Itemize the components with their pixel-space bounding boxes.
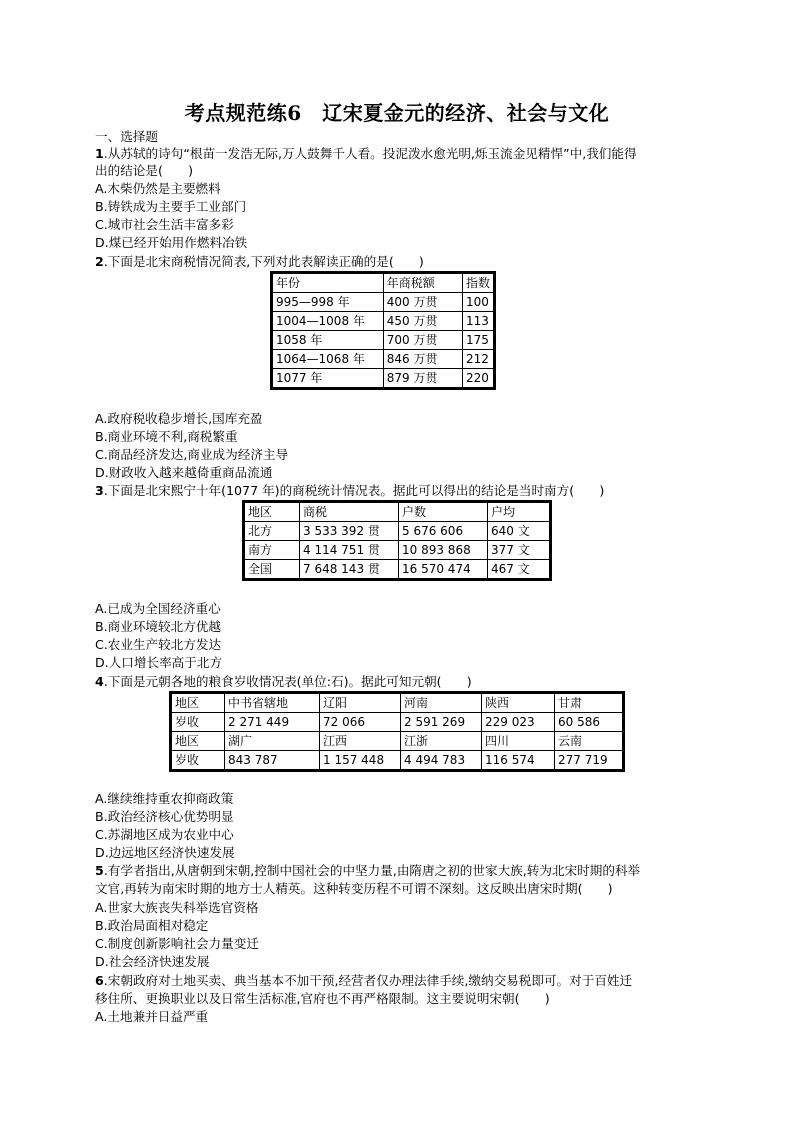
question-2-text: .下面是北宋商税情况简表,下列对此表解读正确的是( ) xyxy=(103,254,424,269)
question-4-option-a: A.继续维持重农抑商政策 xyxy=(95,791,234,806)
question-3-option-a: A.已成为全国经济重心 xyxy=(95,601,221,616)
table-cell: 100 xyxy=(462,293,494,312)
table-cell: 湖广 xyxy=(225,732,320,751)
question-2-option-c: C.商品经济发达,商业成为经济主导 xyxy=(95,447,289,462)
table-cell: 四川 xyxy=(482,732,555,751)
table-cell: 1077 年 xyxy=(272,369,384,389)
table-cell: 60 586 xyxy=(555,713,624,732)
table-header-row xyxy=(244,502,551,522)
question-4-option-c: C.苏湖地区成为农业中心 xyxy=(95,827,234,842)
table-cell: 1004—1008 年 xyxy=(272,312,384,331)
question-4-option-d: D.边远地区经济快速发展 xyxy=(95,845,235,860)
table-row xyxy=(171,751,624,771)
table-cell: 700 万贯 xyxy=(383,331,462,350)
question-4-stem xyxy=(95,673,472,690)
table-cell: 陕西 xyxy=(482,693,555,713)
question-1-option-d: D.煤已经开始用作燃料冶铁 xyxy=(95,235,248,250)
table-cell: 212 xyxy=(462,350,494,369)
table-cell: 4 494 783 xyxy=(401,751,482,771)
question-2-option-b: B.商业环境不利,商税繁重 xyxy=(95,429,238,444)
table-cell: 全国 xyxy=(244,560,300,580)
question-1-stem-line2: 出的结论是( ) xyxy=(95,163,193,178)
table-row xyxy=(272,312,495,331)
table-cell: 377 文 xyxy=(488,541,551,560)
table-cell: 2 271 449 xyxy=(225,713,320,732)
question-6-number: 6 xyxy=(95,973,104,988)
question-3-option-c: C.农业生产较北方发达 xyxy=(95,637,222,652)
table-cell: 640 文 xyxy=(488,522,551,541)
table-row xyxy=(244,522,551,541)
table-header-cell: 指数 xyxy=(462,273,494,293)
table-row xyxy=(272,293,495,312)
table-header-cell: 地区 xyxy=(244,502,300,522)
table-cell: 3 533 392 贯 xyxy=(300,522,399,541)
table-cell: 岁收 xyxy=(171,713,225,732)
question-3-text: .下面是北宋熙宁十年(1077 年)的商税统计情况表。据此可以得出的结论是当时南方( ) xyxy=(103,483,605,498)
table-cell: 5 676 606 xyxy=(399,522,488,541)
table-cell: 72 066 xyxy=(320,713,401,732)
table-cell: 277 719 xyxy=(555,751,624,771)
question-3-table xyxy=(242,500,552,581)
table-row xyxy=(244,541,551,560)
table-row xyxy=(244,560,551,580)
table-cell: 地区 xyxy=(171,732,225,751)
table-cell: 10 893 868 xyxy=(399,541,488,560)
table-cell: 229 023 xyxy=(482,713,555,732)
table-cell: 879 万贯 xyxy=(383,369,462,389)
question-5-option-b: B.政治局面相对稳定 xyxy=(95,918,209,933)
table-cell: 云南 xyxy=(555,732,624,751)
table-cell: 220 xyxy=(462,369,494,389)
question-1-option-b: B.铸铁成为主要手工业部门 xyxy=(95,199,247,214)
question-1-option-a: A.木柴仍然是主要燃料 xyxy=(95,181,221,196)
table-cell: 1058 年 xyxy=(272,331,384,350)
page-title: 考点规范练6 辽宋夏金元的经济、社会与文化 xyxy=(184,101,610,125)
question-6-text: .宋朝政府对土地买卖、典当基本不加干预,经营者仅办理法律手续,缴纳交易税即可。对于百姓迁 xyxy=(103,973,633,988)
question-6-stem-line1 xyxy=(95,972,632,989)
question-3-stem xyxy=(95,482,604,499)
table-cell: 中书省辖地 xyxy=(225,693,320,713)
question-3-option-d: D.人口增长率高于北方 xyxy=(95,655,223,670)
table-cell: 846 万贯 xyxy=(383,350,462,369)
table-header-cell: 户数 xyxy=(399,502,488,522)
table-row xyxy=(171,732,624,751)
table-row xyxy=(272,369,495,389)
table-row xyxy=(272,350,495,369)
section-heading: 一、选择题 xyxy=(95,129,158,144)
table-cell: 995—998 年 xyxy=(272,293,384,312)
table-cell: 岁收 xyxy=(171,751,225,771)
table-cell: 1 157 448 xyxy=(320,751,401,771)
question-3-option-b: B.商业环境较北方优越 xyxy=(95,619,221,634)
question-4-text: .下面是元朝各地的粮食岁收情况表(单位:石)。据此可知元朝( ) xyxy=(103,674,472,689)
table-cell: 南方 xyxy=(244,541,300,560)
table-header-row xyxy=(272,273,495,293)
question-1-text: .从苏轼的诗句“根苗一发浩无际,万人鼓舞千人看。投泥泼水愈光明,烁玉流金见精悍”中,我们能得 xyxy=(103,146,637,161)
question-1-stem-line1 xyxy=(95,145,637,162)
table-cell: 116 574 xyxy=(482,751,555,771)
table-cell: 16 570 474 xyxy=(399,560,488,580)
table-cell: 江西 xyxy=(320,732,401,751)
table-cell: 4 114 751 贯 xyxy=(300,541,399,560)
table-cell: 400 万贯 xyxy=(383,293,462,312)
table-cell: 467 文 xyxy=(488,560,551,580)
question-6-stem-line2: 移住所、更换职业以及日常生活标准,官府也不再严格限制。这主要说明宋朝( ) xyxy=(95,991,550,1006)
table-cell: 河南 xyxy=(401,693,482,713)
question-4-option-b: B.政治经济核心优势明显 xyxy=(95,809,234,824)
question-3-number: 3 xyxy=(95,483,104,498)
question-5-option-c: C.制度创新影响社会力量变迁 xyxy=(95,936,259,951)
table-cell: 450 万贯 xyxy=(383,312,462,331)
question-4-number: 4 xyxy=(95,674,104,689)
table-cell: 2 591 269 xyxy=(401,713,482,732)
question-5-text: .有学者指出,从唐朝到宋朝,控制中国社会的中坚力量,由隋唐之初的世家大族,转为北宋时期的科举 xyxy=(103,863,641,878)
question-5-number: 5 xyxy=(95,863,104,878)
question-6-option-a: A.土地兼并日益严重 xyxy=(95,1009,209,1024)
table-cell: 843 787 xyxy=(225,751,320,771)
table-header-cell: 户均 xyxy=(488,502,551,522)
table-header-cell: 年份 xyxy=(272,273,384,293)
table-header-cell: 年商税额 xyxy=(383,273,462,293)
question-4-table xyxy=(169,691,625,772)
table-cell: 江浙 xyxy=(401,732,482,751)
question-2-stem xyxy=(95,253,424,270)
table-header-cell: 商税 xyxy=(300,502,399,522)
question-2-option-d: D.财政收入越来越倚重商品流通 xyxy=(95,465,273,480)
table-cell: 1064—1068 年 xyxy=(272,350,384,369)
table-cell: 北方 xyxy=(244,522,300,541)
question-5-stem-line2: 文官,再转为南宋时期的地方士人精英。这种转变历程不可谓不深刻。这反映出唐宋时期( ) xyxy=(95,881,613,896)
table-cell: 辽阳 xyxy=(320,693,401,713)
table-row xyxy=(272,331,495,350)
question-5-stem-line1 xyxy=(95,862,640,879)
table-row xyxy=(171,693,624,713)
table-cell: 7 648 143 贯 xyxy=(300,560,399,580)
question-1-number: 1 xyxy=(95,146,104,161)
table-row xyxy=(171,713,624,732)
question-1-option-c: C.城市社会生活丰富多彩 xyxy=(95,217,234,232)
table-cell: 地区 xyxy=(171,693,225,713)
question-2-option-a: A.政府税收稳步增长,国库充盈 xyxy=(95,411,263,426)
question-5-option-d: D.社会经济快速发展 xyxy=(95,954,210,969)
table-cell: 113 xyxy=(462,312,494,331)
table-cell: 甘肃 xyxy=(555,693,624,713)
question-2-table xyxy=(270,271,496,390)
question-5-option-a: A.世家大族丧失科举选官资格 xyxy=(95,900,259,915)
question-2-number: 2 xyxy=(95,254,104,269)
table-cell: 175 xyxy=(462,331,494,350)
